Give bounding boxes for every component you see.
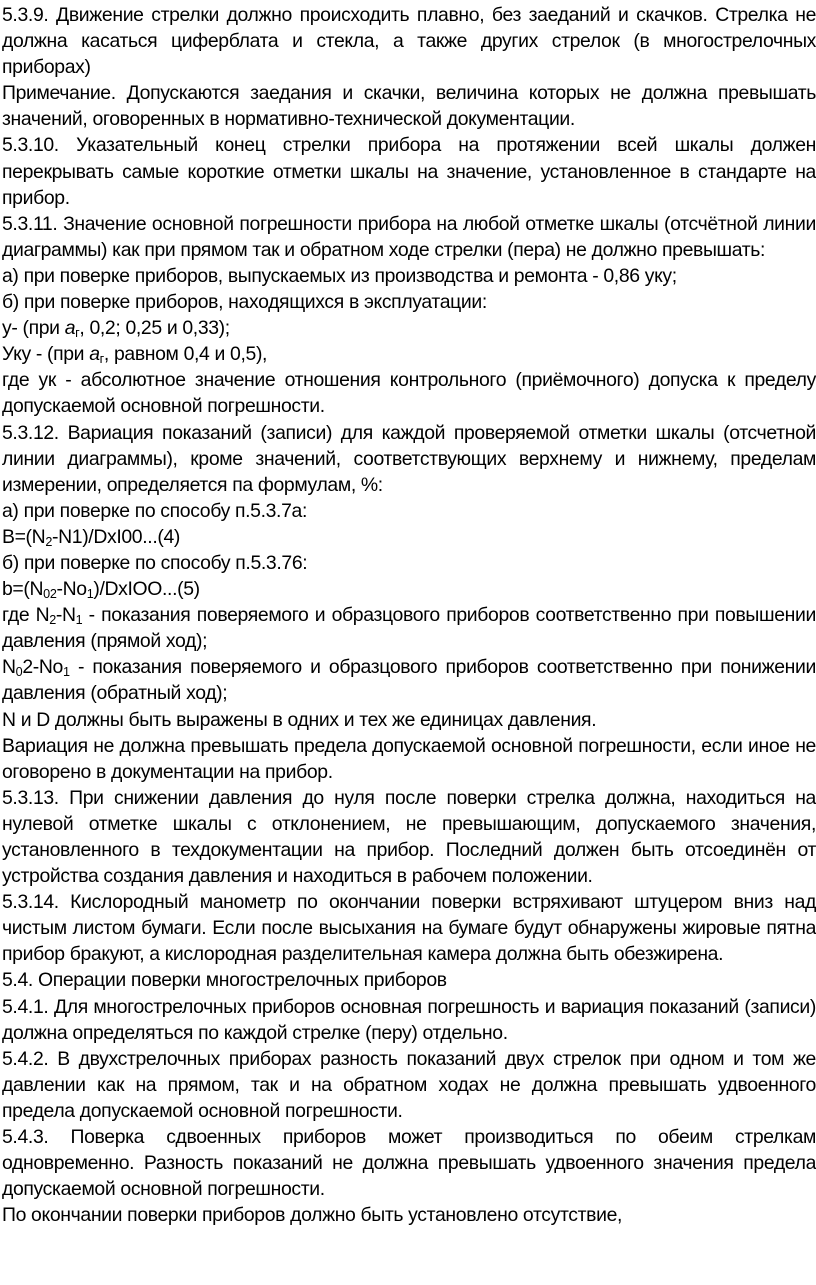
where-n-mid: -N (55, 604, 76, 627)
method-a: а) при поверке по способу п.5.3.7а: (2, 499, 307, 522)
n0-paragraph (2, 654, 816, 706)
formula-4 (2, 524, 816, 550)
n-and-d-paragraph: N и D должны быть выражены в одних и тех же единицах давления. (2, 708, 597, 731)
formula-5 (2, 576, 816, 602)
y-rest: , 0,2; 0,25 и 0,33); (79, 317, 230, 340)
method-b: б) при поверке по способу п.5.3.76: (2, 551, 308, 574)
n0-mid: 2-No (22, 656, 63, 679)
where-n-paragraph (2, 602, 816, 654)
paragraph-5-3-13: 5.3.13. При снижении давления до нуля после поверки стрелка должна, находиться на нулевой отметке шкалы с отклонением, не превышающим, допускаемого значения, установленного в техдокументации на прибор. Последний должен быть отсоединён от устройства создания давления и находиться в рабочем положении. (2, 786, 816, 888)
n0-sub2: 1 (62, 665, 70, 680)
where-n-sub2: 1 (75, 613, 83, 628)
where-n-sub1: 2 (49, 613, 56, 628)
n0-sub: 0 (15, 665, 23, 680)
item-b: б) при поверке приборов, находящихся в эксплуатации: (2, 291, 487, 314)
y-label: у- (при (2, 317, 65, 340)
formula-5-post: )/DxIOO...(5) (93, 578, 200, 601)
n0-post: - показания поверяемого и образцового приборов соответственно при понижении давления (обратный ход); (2, 656, 816, 705)
y-subscript: г (75, 326, 80, 341)
uky-label: Уку - (при (2, 343, 90, 366)
where-n-post: - показания поверяемого и образцового приборов соответственно при повышении давления (прямой ход); (2, 604, 816, 653)
item-a: а) при поверке приборов, выпускаемых из производства и ремонта - 0,86 уку; (2, 264, 677, 287)
formula-5-pre: b=(N (2, 578, 44, 601)
closing-paragraph: По окончании поверки приборов должно быть установлено отсутствие, (2, 1204, 623, 1227)
where-uk-paragraph: где ук - абсолютное значение отношения контрольного (приёмочного) допуска к пределу допускаемой основной погрешности. (2, 369, 816, 418)
uky-a-symbol: а (89, 343, 100, 366)
paragraph-5-3-11: 5.3.11. Значение основной погрешности прибора на любой отметке шкалы (отсчётной линии диаграммы) как при прямом так и обратном ходе стрелки (пера) не должно превышать: (2, 212, 816, 261)
paragraph-5-4: 5.4. Операции поверки многострелочных приборов (2, 969, 447, 992)
formula-4-pre: B=(N (2, 525, 46, 548)
formula-5-mid: -No (56, 578, 87, 601)
formula-4-sub: 2 (45, 535, 52, 550)
paragraph-5-3-12: 5.3.12. Вариация показаний (записи) для каждой проверяемой отметки шкалы (отсчетной линии диаграммы), кроме значений, соответствующих верхнему и нижнему, пределам измерении, определяется па формулам, %: (2, 421, 816, 496)
uky-subscript: г (99, 352, 104, 367)
formula-5-sub2: 1 (86, 587, 94, 602)
y-definition (2, 315, 816, 341)
y-a-symbol: а (64, 317, 76, 340)
n0-pre: N (2, 656, 16, 679)
paragraph-5-4-2: 5.4.2. В двухстрелочных приборах разность показаний двух стрелок при одном и том же давлении как на прямом, так и на обратном ходах не должна превышать удвоенного предела допускаемой основной погрешности. (2, 1047, 816, 1122)
uky-rest: , равном 0,4 и 0,5), (103, 343, 268, 366)
paragraph-5-4-1: 5.4.1. Для многострелочных приборов основная погрешность и вариация показаний (записи) должна определяться по каждой стрелке (перу) отдельно. (2, 995, 816, 1044)
formula-4-post: -N1)/DxI00...(4) (52, 525, 181, 548)
uky-definition (2, 341, 816, 367)
formula-5-sub1: 02 (43, 587, 57, 602)
variation-paragraph: Вариация не должна превышать предела допускаемой основной погрешности, если иное не оговорено в документации на прибор. (2, 734, 816, 783)
paragraph-5-3-10: 5.3.10. Указательный конец стрелки прибора на протяжении всей шкалы должен перекрывать самые короткие отметки шкалы на значение, установленное в стандарте на прибор. (2, 134, 816, 209)
paragraph-5-3-9: 5.3.9. Движение стрелки должно происходить плавно, без заеданий и скачков. Стрелка не должна касаться циферблата и стекла, а также других стрелок (в многострелочных приборах) (2, 4, 816, 79)
note-paragraph: Примечание. Допускаются заедания и скачки, величина которых не должна превышать значений, оговоренных в нормативно-технической документации. (2, 82, 816, 131)
paragraph-5-3-14: 5.3.14. Кислородный манометр по окончании поверки встряхивают штуцером вниз над чистым листом бумаги. Если после высыхания на бумаге будут обнаружены жировые пятна прибор бракуют, а кислородная разделительная камера должна быть обезжирена. (2, 891, 816, 966)
paragraph-5-4-3: 5.4.3. Поверка сдвоенных приборов может производиться по обеим стрелкам одновременно. Разность показаний не должна превышать удвоенного значения предела допускаемой основной погрешности. (2, 1126, 816, 1201)
where-n-pre: где N (2, 604, 50, 627)
